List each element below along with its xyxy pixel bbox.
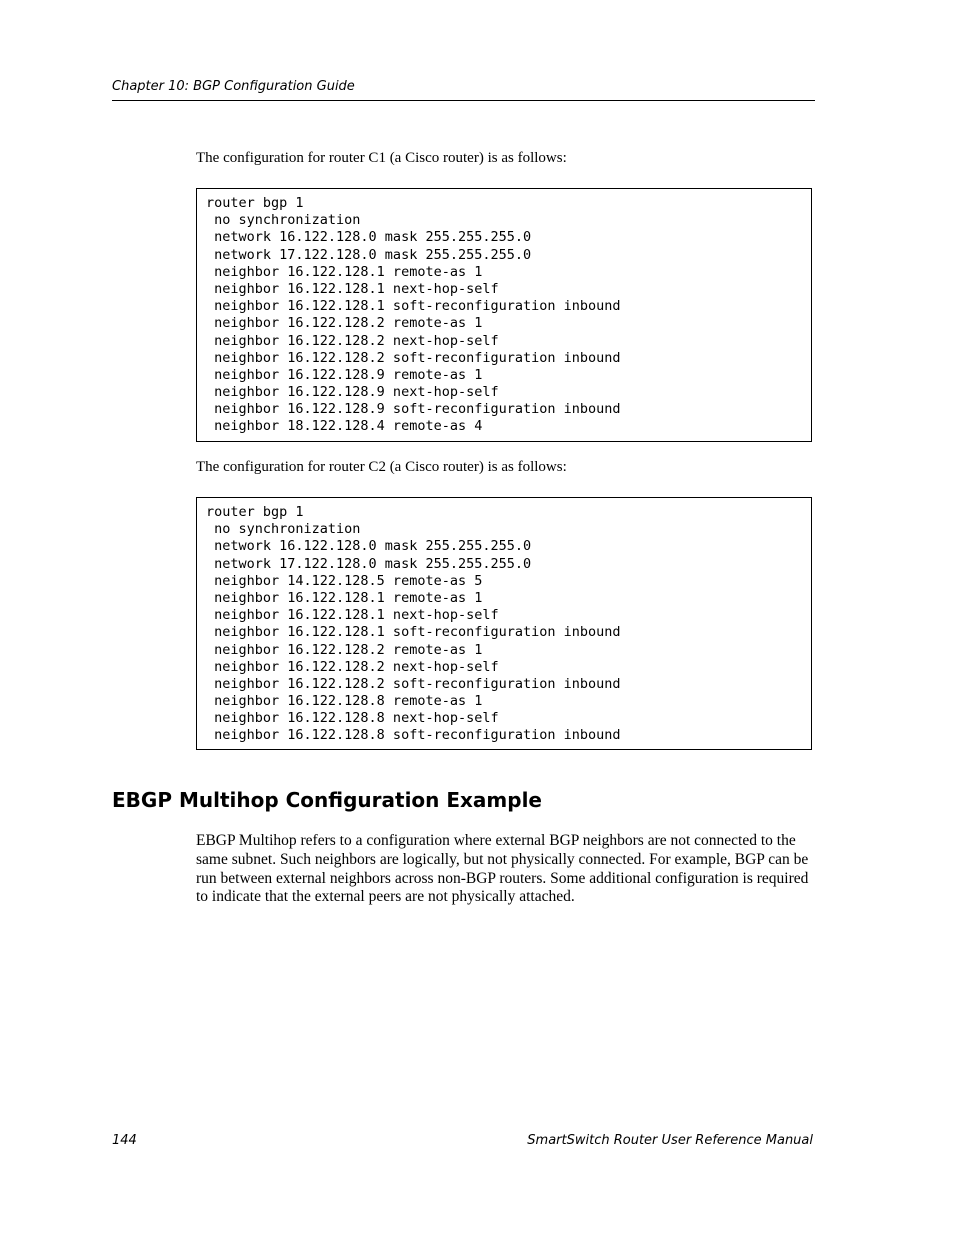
page-number: 144 bbox=[112, 1133, 137, 1148]
code-line: network 17.122.128.0 mask 255.255.255.0 bbox=[206, 246, 532, 263]
code-line: neighbor 16.122.128.9 remote-as 1 bbox=[206, 366, 483, 383]
code-line: neighbor 16.122.128.2 soft-reconfiguration inbound bbox=[206, 349, 621, 366]
code-line: neighbor 16.122.128.8 soft-reconfiguration inbound bbox=[206, 727, 621, 744]
manual-title: SmartSwitch Router User Reference Manual bbox=[527, 1133, 813, 1148]
code-line: router bgp 1 bbox=[206, 504, 304, 520]
config-c1-code-block bbox=[196, 188, 812, 442]
code-line: no synchronization bbox=[206, 212, 361, 229]
code-line: neighbor 16.122.128.2 soft-reconfiguration inbound bbox=[206, 675, 621, 692]
code-line: neighbor 16.122.128.1 remote-as 1 bbox=[206, 263, 483, 280]
code-line: neighbor 16.122.128.1 remote-as 1 bbox=[206, 589, 483, 606]
code-line: neighbor 16.122.128.8 next-hop-self bbox=[206, 710, 499, 727]
code-line: router bgp 1 bbox=[206, 195, 304, 211]
running-header: Chapter 10: BGP Configuration Guide bbox=[112, 78, 815, 101]
code-line: neighbor 16.122.128.2 next-hop-self bbox=[206, 332, 499, 349]
config-c2-intro: The configuration for router C2 (a Cisco router) is as follows: bbox=[196, 459, 567, 475]
code-line: neighbor 16.122.128.1 next-hop-self bbox=[206, 280, 499, 297]
code-line: network 16.122.128.0 mask 255.255.255.0 bbox=[206, 538, 532, 555]
code-line: neighbor 16.122.128.1 soft-reconfiguration inbound bbox=[206, 298, 621, 315]
code-line: network 16.122.128.0 mask 255.255.255.0 bbox=[206, 229, 532, 246]
section-paragraph: EBGP Multihop refers to a configuration where external BGP neighbors are not connected to the same subnet. Such neighbors are logically, but not physically connected. For example, BGP can be run between external neighbors across non-BGP routers. Some additional configuration is required to indicate that the external peers are not physically attached. bbox=[196, 832, 809, 906]
code-line: neighbor 18.122.128.4 remote-as 4 bbox=[206, 418, 483, 435]
code-line: neighbor 16.122.128.8 remote-as 1 bbox=[206, 693, 483, 710]
code-line: neighbor 16.122.128.9 soft-reconfiguration inbound bbox=[206, 401, 621, 418]
config-c2-code-block bbox=[196, 497, 812, 750]
code-line: network 17.122.128.0 mask 255.255.255.0 bbox=[206, 555, 532, 572]
code-line: neighbor 16.122.128.2 remote-as 1 bbox=[206, 641, 483, 658]
config-c1-intro: The configuration for router C1 (a Cisco router) is as follows: bbox=[196, 150, 567, 166]
section-heading: EBGP Multihop Configuration Example bbox=[112, 788, 542, 812]
code-line: neighbor 14.122.128.5 remote-as 5 bbox=[206, 572, 483, 589]
code-line: neighbor 16.122.128.2 remote-as 1 bbox=[206, 315, 483, 332]
code-line: neighbor 16.122.128.1 next-hop-self bbox=[206, 607, 499, 624]
code-line: neighbor 16.122.128.2 next-hop-self bbox=[206, 658, 499, 675]
code-line: neighbor 16.122.128.9 next-hop-self bbox=[206, 384, 499, 401]
code-line: neighbor 16.122.128.1 soft-reconfiguration inbound bbox=[206, 624, 621, 641]
code-line: no synchronization bbox=[206, 521, 361, 538]
